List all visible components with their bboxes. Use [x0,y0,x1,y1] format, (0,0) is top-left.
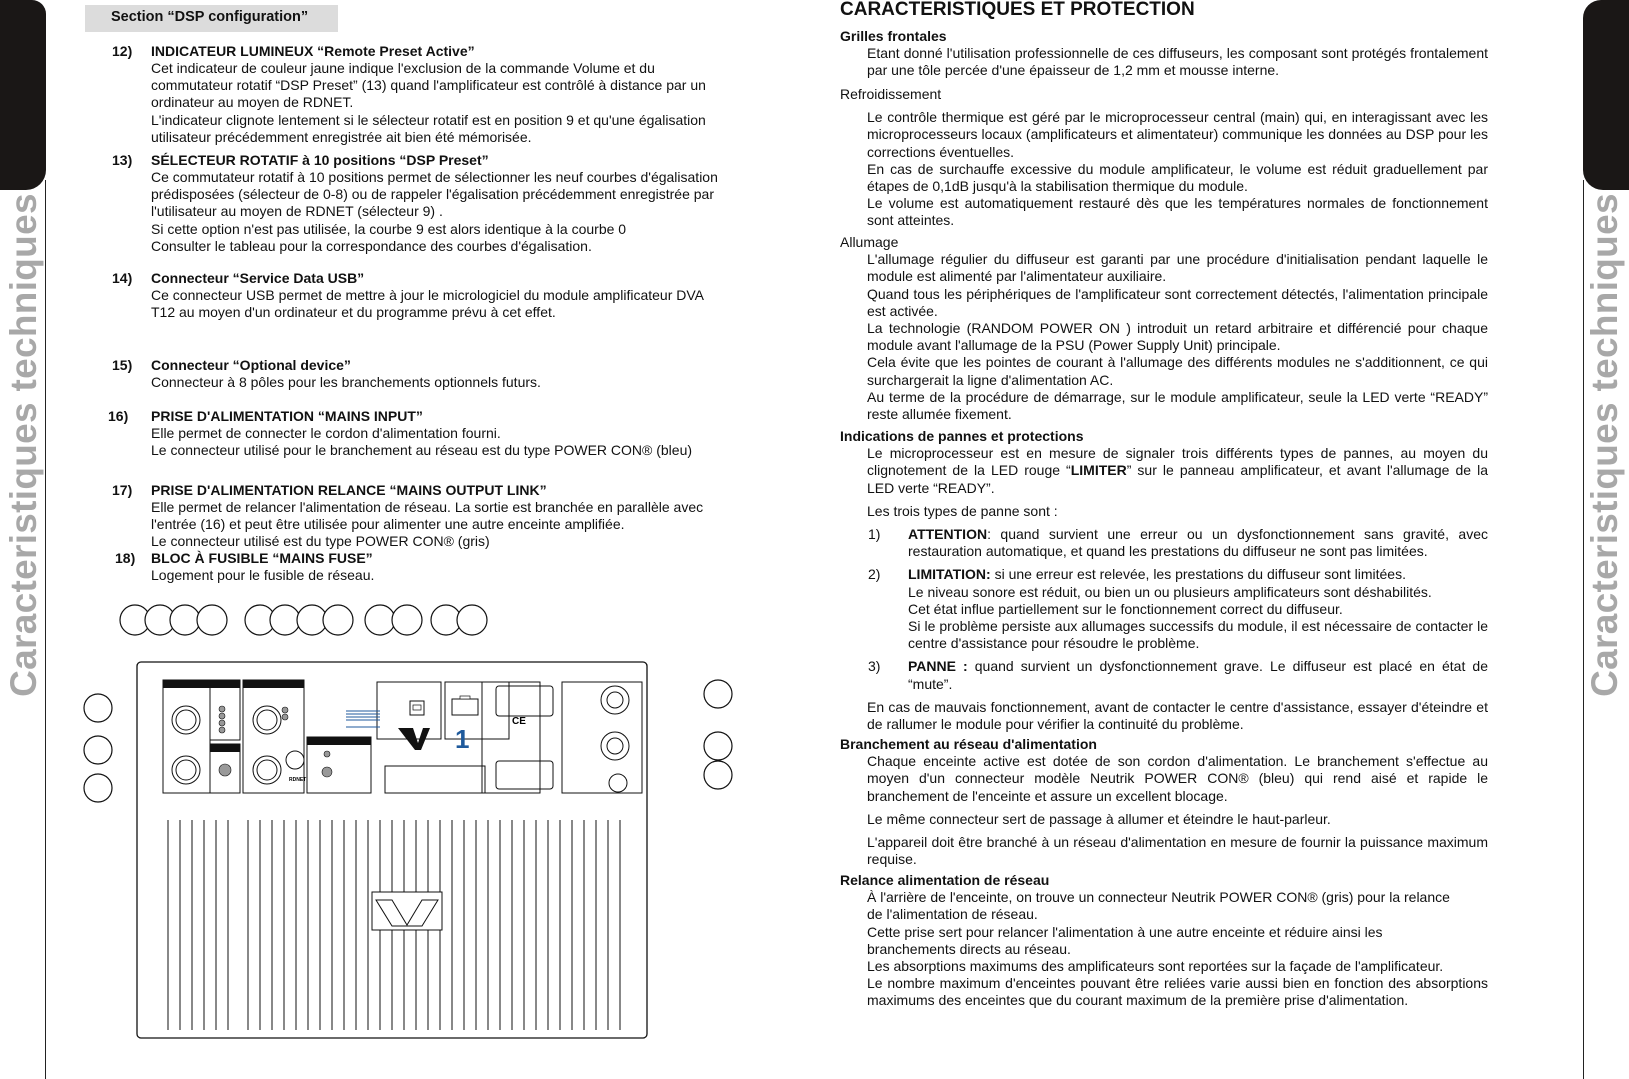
section-heading: Indications de pannes et protections [840,428,1084,444]
section-heading: Allumage [840,234,899,250]
item-title: SÉLECTEUR ROTATIF à 10 positions “DSP Preset” [151,152,489,168]
item-body: Cet indicateur de couleur jaune indique l'exclusion de la commande Volume et du commutateur rotatif “DSP Preset” (13) quand l'amplificateur est contrôlé à distance par un ordinateur au moyen de RDNET. L'indicateur clignote lentement si le sélecteur rotatif est en position 9 et qu'une égalisation utilisateur précédemment enregistrée ait bien été mémorisée. [151,60,706,145]
item-title: Connecteur “Service Data USB” [151,270,365,286]
section-title: Section “DSP configuration” [111,9,309,25]
side-tab-label-right: Caracteristiques techniques [1584,193,1625,697]
item-title: BLOC À FUSIBLE “MAINS FUSE” [151,550,373,566]
fault-type-1: 1) ATTENTION: quand survient une erreur ou un dysfonctionnement sans gravité, avec restauration automatique, et quand les prestations du diffuseur ne sont pas limitées. [868,526,1488,560]
item-number: 13) [112,152,133,168]
model-number-label: 1 [455,724,470,754]
side-tab-black-block [0,0,46,190]
item-number: 12) [112,43,133,59]
section-allumage: Allumage L'allumage régulier du diffuseur est garanti par une procédure d'initialisation pendant laquelle le module est alimenté par l'alimentateur auxiliaire. Quand tous les périphériques de l'amplificateur sont correctement détectés, l'alimentation principale est activée. La technologie (RANDOM POWER ON ) introduit un retard arbitraire et différencié pour chaque module avant l'allumage de la PSU (Power Supply Unit) principale. Cela évite que les pointes de courant à l'allumage des différents modules ne s'additionnent, ce qui surchargerait la ligne d'alimentation AC. Au terme de la procédure de démarrage, sur le module amplificateur, seule la LED verte “READY” reste allumée fixement. [840,234,1488,423]
section-heading: Grilles frontales [840,28,947,44]
item-body: Elle permet de relancer l'alimentation de réseau. La sortie est branchée en parallèle avec l'entrée (16) et peut être utilisée pour alimenter une autre enceinte amplifiée. Le connecteur utilisé est du type POWER CON® (gris) [151,499,704,550]
optional-device-8pin-connector [452,696,478,715]
side-tab-label-left: Caracteristiques techniques [3,193,44,697]
section-heading: Refroidissement [840,86,942,102]
amplifier-panel-illustration [80,600,740,1040]
item-body: Ce commutateur rotatif à 10 positions permet de sélectionner les neuf courbes d'égalisation prédisposées (sélecteur de 0-8) ou de rappeler l'égalisation précédemment enregistrée par l'utilisateur au moyen de RDNET (sélecteur 9) . Si cette option n'est pas utilisée, la courbe 9 est alors identique à la courbe 0 Consulter le tableau pour la correspondance des courbes d'égalisation. [151,169,718,254]
rdnet-label: RDNET [289,777,307,783]
rear-panel-diagram [80,600,740,1040]
side-tab-rule [45,180,46,1079]
item-body: Logement pour le fusible de réseau. [151,567,375,583]
callout-circles-top [120,605,487,635]
side-tab-black-block [1583,0,1629,190]
item-title: PRISE D'ALIMENTATION “MAINS INPUT” [151,408,423,424]
item-title: INDICATEUR LUMINEUX “Remote Preset Active” [151,43,475,59]
section-branchement-reseau: Branchement au réseau d'alimentation Chaque enceinte active est dotée de son cordon d'alimentation. Le branchement s'effectue au moyen d'un connecteur modèle Neutrik POWER CON® (bleu) qui rend aisé et rapide le branchement de l'enceinte et assure un excellent blocage. Le même connecteur sert de passage à allumer et éteindre le haut-parleur. L'appareil doit être branché à un réseau d'alimentation en mesure de fournir la puissance maximum requise. [840,736,1488,868]
section-heading: Relance alimentation de réseau [840,872,1050,888]
section-heading: Branchement au réseau d'alimentation [840,736,1097,752]
item-number: 15) [112,357,133,373]
ce-mark: CE [512,716,526,727]
section-relance-alimentation: Relance alimentation de réseau À l'arrière de l'enceinte, on trouve un connecteur Neutrik POWER CON® (gris) pour la relance de l'alimentation de réseau. Cette prise sert pour relancer l'alimentation à une autre enceinte et réduire ainsi les branchements directs au réseau. Les absorptions maximums des amplificateurs sont reportées sur la façade de l'amplificateur. Le nombre maximum d'enceintes pouvant être reliées varie aussi bien en fonction des absorptions maximums des enceintes que du courant maximum de la première prise d'alimentation. [840,872,1488,1009]
page-title: CARACTERISTIQUES ET PROTECTION [840,0,1195,20]
usb-port-icon [410,701,424,715]
item-title: Connecteur “Optional device” [151,357,351,373]
fault-type-3: 3) PANNE : quand survient un dysfonctionnement grave. Le diffuseur est placé en état de “mute”. [868,658,1488,692]
item-title: PRISE D'ALIMENTATION RELANCE “MAINS OUTPUT LINK” [151,482,547,498]
item-number: 18) [115,550,136,566]
section-indications-pannes: Indications de pannes et protections Le microprocesseur est en mesure de signaler trois différents types de pannes, au moyen du clignotement de la LED rouge “LIMITER” sur le panneau amplificateur, et avant l'allumage de la LED verte “READY”. Les trois types de panne sont : 1) ATTENTION: quand survient une erreur ou un dysfonctionnement sans gravité, avec restauration automatique, et quand les prestations du diffuseur ne sont pas limitées. 2) LIMITATION: si une erreur est relevée, les prestations du diffuseur sont limitées. Le niveau sonore est réduit, ou bien un ou plusieurs amplificateurs sont déshabilités. Cet état influe partiellement sur le fonctionnement correct du diffuseur. Si le problème persiste aux allumages successifs du module, il est nécessaire de contacter le centre d'assistance pour résoudre le problème. 3) PANNE : quand survient un dysfonctionnement grave. Le diffuseur est placé en état de “mute”. En cas de mauvais fonctionnement, avant de contacter le centre d'assistance, essayer d'éteindre et de rallumer le module pour vérifier la continuité du problème. [840,428,1488,733]
item-number: 14) [112,270,133,286]
item-body: Connecteur à 8 pôles pour les branchements optionnels futurs. [151,374,541,390]
section-grilles-frontales: Grilles frontales Etant donné l'utilisation professionnelle de ces diffuseurs, les composant sont protégés frontalement par une tôle percée d'une épaisseur de 1,2 mm et mousse interne. [840,28,1488,79]
section-refroidissement: Refroidissement Le contrôle thermique est géré par le microprocesseur central (main) qui, en interagissant avec les microprocesseurs locaux (amplificateurs et alimentateur) communique les données au DSP pour les corrections éventuelles. En cas de surchauffe excessive du module amplificateur, le volume est réduit graduellement par étapes de 0,1dB jusqu'à la stabilisation thermique du module. Le volume est automatiquement restauré dès que les températures normales de fonctionnement sont atteintes. [840,86,1488,229]
item-number: 17) [112,482,133,498]
item-number: 16) [108,408,129,424]
fault-type-2: 2) LIMITATION: si une erreur est relevée, les prestations du diffuseur sont limitées. Le niveau sonore est réduit, ou bien un ou plusieurs amplificateurs sont déshabilités. Cet état influe partiellement sur le fonctionnement correct du diffuseur. Si le problème persiste aux allumages successifs du module, il est nécessaire de contacter le centre d'assistance pour résoudre le problème. [868,566,1488,652]
item-body: Ce connecteur USB permet de mettre à jour le micrologiciel du module amplificateur DVA T12 au moyen d'un ordinateur et du programme prévu à cet effet. [151,287,704,321]
section-header-box [85,5,338,32]
item-body: Elle permet de connecter le cordon d'alimentation fourni. Le connecteur utilisé pour le branchement au réseau est du type POWER CON® (bleu) [151,425,693,459]
